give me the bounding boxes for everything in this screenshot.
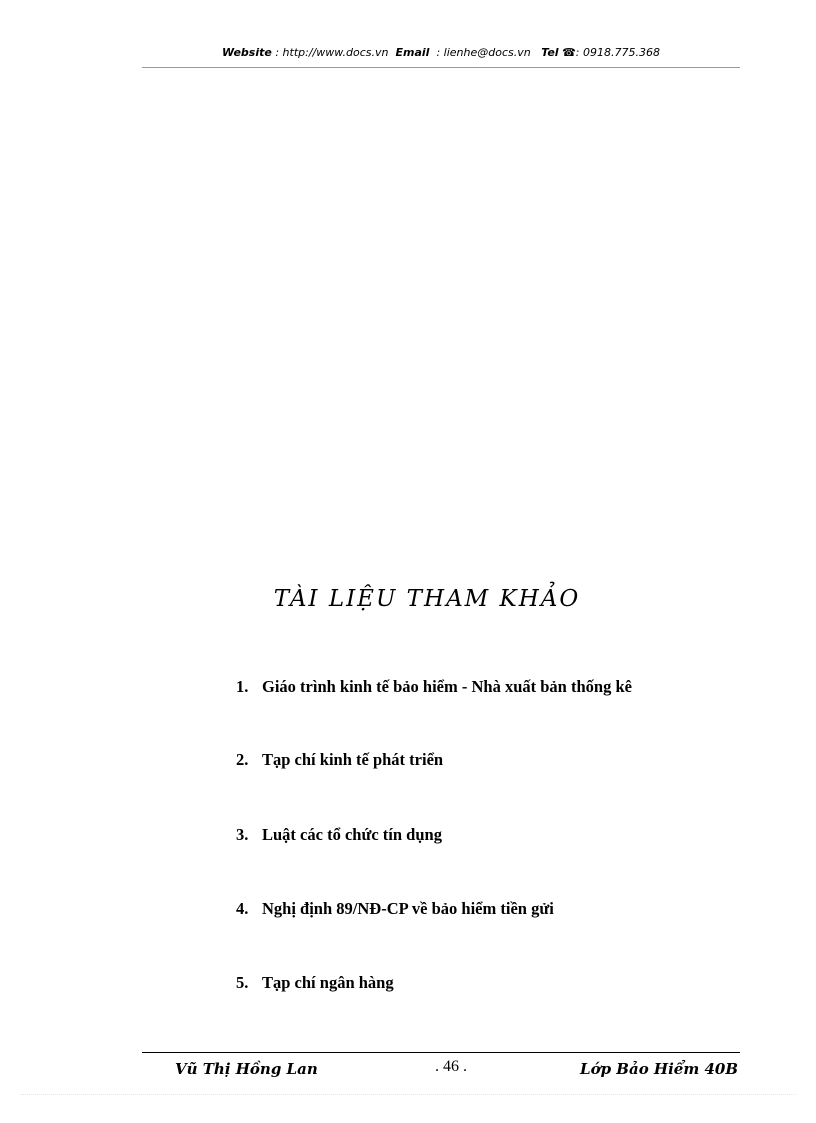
list-item-number: 3. [236,825,249,844]
list-item-text: Luật các tổ chức tín dụng [262,825,442,844]
list-item-text: Giáo trình kinh tế bảo hiểm - Nhà xuất bản thống kê [262,677,632,696]
list-item-number: 5. [236,973,249,992]
website-label: Website [222,46,272,59]
list-item [236,973,394,993]
website-link[interactable]: : http://www.docs.vn [275,46,389,59]
header-divider [142,67,740,68]
email-link[interactable]: : lienhe@docs.vn [436,46,531,59]
list-item [236,750,443,770]
list-item [236,825,442,845]
list-item-text: Nghị định 89/NĐ-CP về bảo hiểm tiền gửi [262,899,554,918]
tel-value: : 0918.775.368 [575,46,660,59]
list-item-number: 4. [236,899,249,918]
page-title: TÀI LIỆU THAM KHẢO [273,586,581,612]
telephone-icon: ☎ [562,46,576,59]
footer-divider [142,1052,740,1053]
list-item-text: Tạp chí ngân hàng [262,973,394,992]
page-number: . 46 . [435,1058,467,1075]
tel-label: Tel [541,46,559,59]
list-item-text: Tạp chí kinh tế phát triển [262,750,444,769]
list-item-number: 1. [236,677,249,696]
list-item [236,899,554,919]
footer-author: Vũ Thị Hồng Lan [175,1060,318,1078]
list-item-number: 2. [236,750,249,769]
list-item [236,677,632,697]
page-header [142,46,740,59]
footer-class: Lớp Bảo Hiểm 40B [580,1060,738,1078]
page-bottom-border [20,1094,796,1095]
email-label: Email [395,46,430,59]
